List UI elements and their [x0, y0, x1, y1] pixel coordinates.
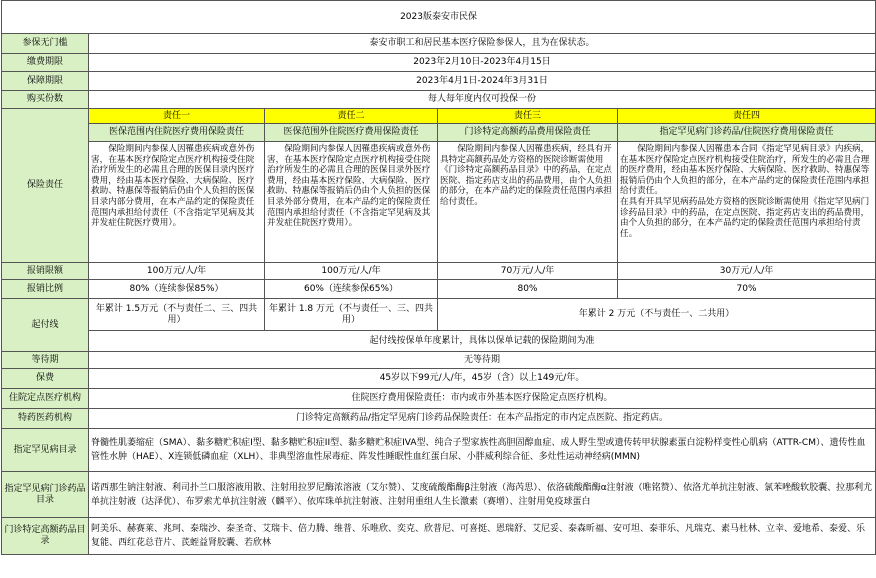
table-row — [2, 263, 876, 280]
rare-drug-label: 指定罕见病门诊药品目录 — [2, 472, 89, 518]
deductible-note: 起付线按保单年度累计，具体以保单记载的保险期间为准 — [89, 331, 876, 352]
limit-label: 报销限额 — [2, 263, 89, 280]
insurance-table — [1, 0, 876, 555]
ratio-label: 报销比例 — [2, 280, 89, 299]
table-row — [2, 369, 876, 389]
deductible-3: 年累计 2 万元（不与责任一、二共用） — [438, 299, 876, 331]
ratio-3: 80% — [438, 280, 618, 299]
pharmacy-label: 特药医药机构 — [2, 409, 89, 429]
table-row — [2, 409, 876, 429]
resp-subtitle-row — [2, 124, 876, 142]
rare-value: 脊髓性肌萎缩症（SMA）、黏多糖贮积症I型、黏多糖贮积症II型、黏多糖贮积症IVA型、纯合子型家族性高胆固醇血症、成人野生型或遗传转甲状腺素蛋白淀粉样变性心肌病（ATTR-CM）、遗传性血管性水肿（HAE）、X连锁低磷血症（XLH）、非典型溶血性尿毒症、阵发性睡眠性血红蛋白尿、小胖威利综合征、多灶性运动神经病(MMN) — [89, 429, 876, 472]
coverage-value: 2023年4月1日-2024年3月31日 — [89, 72, 876, 91]
ratio-4: 70% — [618, 280, 876, 299]
purchase-value: 每人每年度内仅可投保一份 — [89, 91, 876, 109]
resp-header-1: 责任一 — [89, 109, 265, 124]
hospital-label: 住院定点医疗机构 — [2, 389, 89, 409]
premium-label: 保费 — [2, 369, 89, 389]
title-row — [2, 1, 876, 34]
ratio-2: 60%（连续参保65%） — [265, 280, 438, 299]
special-drug-value: 阿美乐、赫赛莱、兆珂、泰瑞沙、泰圣奇、艾瑞卡、倍力腾、维普、乐唯欣、奕克、欣普尼、可喜挺、恩瑞舒、艾尼妥、泰森昕福、安可坦、泰菲乐、凡瑞克、素马杜林、立幸、爱地希、泰爱、乐复能、西红花总苷片、芪蛭益肾胶囊、若欣林 — [89, 518, 876, 555]
resp-desc-1: 保险期间内参保人因罹患疾病或意外伤害，在基本医疗保险定点医疗机构接受住院治疗所发生的必需且合理的医保目录内医疗费用，经由基本医疗保险、大病保险、医疗救助、特惠保等报销后仍由个人负担的医保目录内部分费用，在本产品约定的保险责任范围内承担给付责任（不含指定罕见病及其并发症住院医疗费用）。 — [89, 142, 265, 263]
table-row — [2, 34, 876, 54]
table-row — [2, 72, 876, 91]
resp-desc-2: 保险期间内参保人因罹患疾病或意外伤害，在基本医疗保险定点医疗机构接受住院治疗所发生的必需且合理的医保目录外医疗费用，经由基本医疗保险、大病保险、医疗救助、特惠保等报销后仍由个人负担的医保目录外部分费用，在本产品约定的保险责任范围内承担给付责任（不含指定罕见病及其并发症住院医疗费用）。 — [265, 142, 438, 263]
resp-header-4: 责任四 — [618, 109, 876, 124]
waiting-value: 无等待期 — [89, 352, 876, 369]
table-row — [2, 352, 876, 369]
resp-label: 保险责任 — [2, 109, 89, 263]
resp-header-row — [2, 109, 876, 124]
limit-3: 70万元/人/年 — [438, 263, 618, 280]
table-row — [2, 54, 876, 72]
resp-subtitle-4: 指定罕见病门诊药品/住院医疗费用保险责任 — [618, 124, 876, 142]
limit-4: 30万元/人/年 — [618, 263, 876, 280]
table-row — [2, 429, 876, 472]
purchase-label: 购买份数 — [2, 91, 89, 109]
resp-subtitle-3: 门诊特定高额药品费用保险责任 — [438, 124, 618, 142]
waiting-label: 等待期 — [2, 352, 89, 369]
resp-subtitle-1: 医保范围内住院医疗费用保险责任 — [89, 124, 265, 142]
table-row — [2, 389, 876, 409]
deductible-note-row — [2, 331, 876, 352]
table-row — [2, 91, 876, 109]
page-title: 2023版泰安市民保 — [2, 1, 876, 34]
enroll-value: 2023年2月10日-2023年4月15日 — [89, 54, 876, 72]
deductible-label: 起付线 — [2, 299, 89, 352]
rare-drug-value: 诺西那生钠注射液、利司扑兰口服溶液用散、注射用拉罗尼酶浓溶液（艾尔赞）、艾度硫酸酯酶β注射液（海芮思）、依洛硫酸酯酶α注射液（唯铭赞）、依洛尤单抗注射液、氯苯唑酸软胶囊、拉那利尤单抗注射液（达泽优）、布罗索尤单抗注射液（麟平）、依库珠单抗注射液、注射用重组人生长激素（赛增）、注射用免疫球蛋白 — [89, 472, 876, 518]
resp-desc-row — [2, 142, 876, 263]
ratio-1: 80%（连续参保85%） — [89, 280, 265, 299]
pharmacy-value: 门诊特定高额药品/指定罕见病门诊药品保险责任：在本产品指定的市内定点医院、指定药店。 — [89, 409, 876, 429]
limit-1: 100万元/人/年 — [89, 263, 265, 280]
table-row — [2, 472, 876, 518]
table-row — [2, 280, 876, 299]
resp-desc-4: 保险期间内参保人因罹患本合同《指定罕见病目录》内疾病， 在基本医疗保险定点医疗机构接受住院治疗，所发生的必需且合理的医疗费用，经由基本医疗保险、大病保险、医疗救助、特惠保等报销后仍由个人负担的部分，在本产品约定的保险责任范围内承担给付责任。 在具有开具罕见病药品处方资格的医院诊断需使用《指定罕见病门诊药品目录》中的药品，在定点医院、指定药店支出的药品费用，由个人负担的部分，在本产品约定的保险责任范围内承担给付责任。 — [618, 142, 876, 263]
hospital-value: 住院医疗费用保险责任：市内或市外基本医疗保险定点医疗机构。 — [89, 389, 876, 409]
resp-header-3: 责任三 — [438, 109, 618, 124]
special-drug-label: 门诊特定高额药品目录 — [2, 518, 89, 555]
limit-2: 100万元/人/年 — [265, 263, 438, 280]
deductible-2: 年累计 1.8 万元（不与责任一、三、四共用） — [265, 299, 438, 331]
resp-desc-3: 保险期间内参保人因罹患疾病，经具有开具特定高额药品处方资格的医院诊断需使用《门诊特定高额药品目录》中的药品，在定点医院、指定药店支出的药品费用，由个人负担的部分，在本产品约定的保险责任范围内承担给付责任。 — [438, 142, 618, 263]
deductible-row — [2, 299, 876, 331]
table-row — [2, 518, 876, 555]
coverage-label: 保障期限 — [2, 72, 89, 91]
premium-value: 45岁以下99元/人/年，45岁（含）以上149元/年。 — [89, 369, 876, 389]
rare-label: 指定罕见病目录 — [2, 429, 89, 472]
enroll-label: 缴费期限 — [2, 54, 89, 72]
resp-subtitle-2: 医保范围外住院医疗费用保险责任 — [265, 124, 438, 142]
resp-header-2: 责任二 — [265, 109, 438, 124]
insured-value: 泰安市职工和居民基本医疗保险参保人，且为在保状态。 — [89, 34, 876, 54]
insured-label: 参保无门槛 — [2, 34, 89, 54]
deductible-1: 年累计 1.5万元（不与责任二、三、四共用） — [89, 299, 265, 331]
